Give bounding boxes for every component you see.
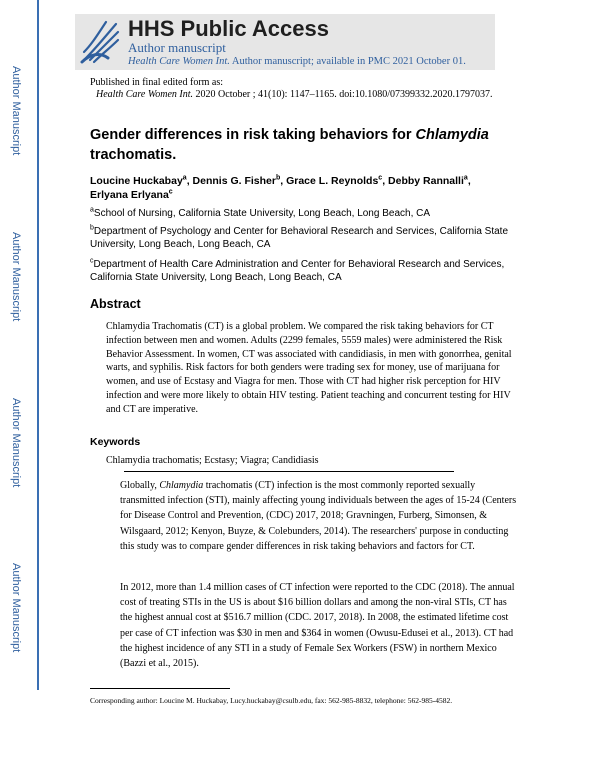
article-title: Gender differences in risk taking behaviors for Chlamydia trachomatis. <box>90 127 489 163</box>
citation: Health Care Women Int. 2020 October ; 41(10): 1147–1165. doi:10.1080/07399332.2020.1797037. <box>96 89 493 100</box>
author: Erlyana Erlyana <box>90 189 169 201</box>
hhs-eagle-logo-icon <box>78 18 122 66</box>
body-paragraph: Globally, Chlamydia trachomatis (CT) infection is the most commonly reported sexually transmitted infection (STI), mainly affecting young individuals between the ages of 15-24 (Centers for Disease Control and Prevention, (CDC) 2017, 2018; Gravningen, Furberg, Simonsen, & Wilsgaard, 2012; Kenyon, Buyze, & Colebunders, 2014). The researchers' purpose in conducting this study was to compare gender differences in risk taking behaviors and factors for CT. <box>120 480 517 552</box>
footnote-divider <box>90 688 230 689</box>
sidebar-label: Author Manuscript <box>10 232 22 322</box>
sidebar-label: Author Manuscript <box>10 398 22 488</box>
affiliation: $^a$School of Nursing, California State University, Long Beach, Long Beach, CA <box>90 206 431 219</box>
abstract-heading: Abstract <box>90 297 141 311</box>
manuscript-type: Author manuscript <box>128 40 226 55</box>
abstract-text: Chlamydia Trachomatis (CT) is a global problem. We compared the risk taking behaviors for CT infection between men and women. Adults (2299 females, 5559 males) were administered the Risk Behavior Assessment. In women, CT was associated with candidiasis, in men with gonorrhea, genital warts, and syphilis. Risk factors for both genders were trading sex for money, use of marijuana for women, and use of Ecstasy and Viagra for men. Those with CT had higher risk perception for HIV infection and were more likely to obtain HIV testing. Patient teaching and concurrent testing for HIV and CT are imperative. <box>106 321 512 415</box>
section-divider <box>124 471 454 472</box>
margin-rule <box>37 0 39 690</box>
author: Loucine Huckabay <box>90 175 183 187</box>
sidebar-label: Author Manuscript <box>10 66 22 156</box>
affiliation: $^c$Department of Health Care Administration and Center for Behavioral Research and Services, California State University, Long Beach, Long Beach, CA <box>90 257 505 283</box>
author: Debby Rannalli <box>388 175 464 187</box>
corresponding-author-footnote: Corresponding author: Loucine M. Huckabay, Lucy.huckabay@csulb.edu, fax: 562-985-8832, telephone: 562-985-4582. <box>90 696 453 705</box>
author-list: Loucine Huckabay$^a$, Dennis G. Fisher$^b$, Grace L. Reynolds$^c$, Debby Rannalli$^a$, Erlyana Erlyana$^c$ <box>90 174 471 201</box>
published-label: Published in final edited form as: <box>90 77 224 88</box>
journal-availability: Health Care Women Int. Author manuscript; available in PMC 2021 October 01. <box>128 56 466 67</box>
author: Dennis G. Fisher <box>192 175 276 187</box>
keywords-text: Chlamydia trachomatis; Ecstasy; Viagra; Candidiasis <box>106 455 319 466</box>
hhs-title: HHS Public Access <box>128 16 329 41</box>
keywords-heading: Keywords <box>90 436 141 448</box>
author: Grace L. Reynolds <box>286 175 379 187</box>
affiliation: $^b$Department of Psychology and Center for Behavioral Research and Services, California State University, Long Beach, Long Beach, CA <box>90 224 509 250</box>
body-paragraph: In 2012, more than 1.4 million cases of CT infection were reported to the CDC (2018). The annual cost of treating STIs in the US is about $16 billion dollars and among the non-viral STIs, CT has the highest annual cost at $516.7 million (CDC. 2017, 2018). In 2008, the estimated lifetime cost per case of CT infection was $30 in men and $364 in women (Owusu-Edusei et al., 2013). CT had the highest incidence of any STI in a study of Female Sex Workers (FSW) in northern Mexico (Bazzi et al., 2015). <box>120 582 515 670</box>
sidebar-label: Author Manuscript <box>10 563 22 653</box>
